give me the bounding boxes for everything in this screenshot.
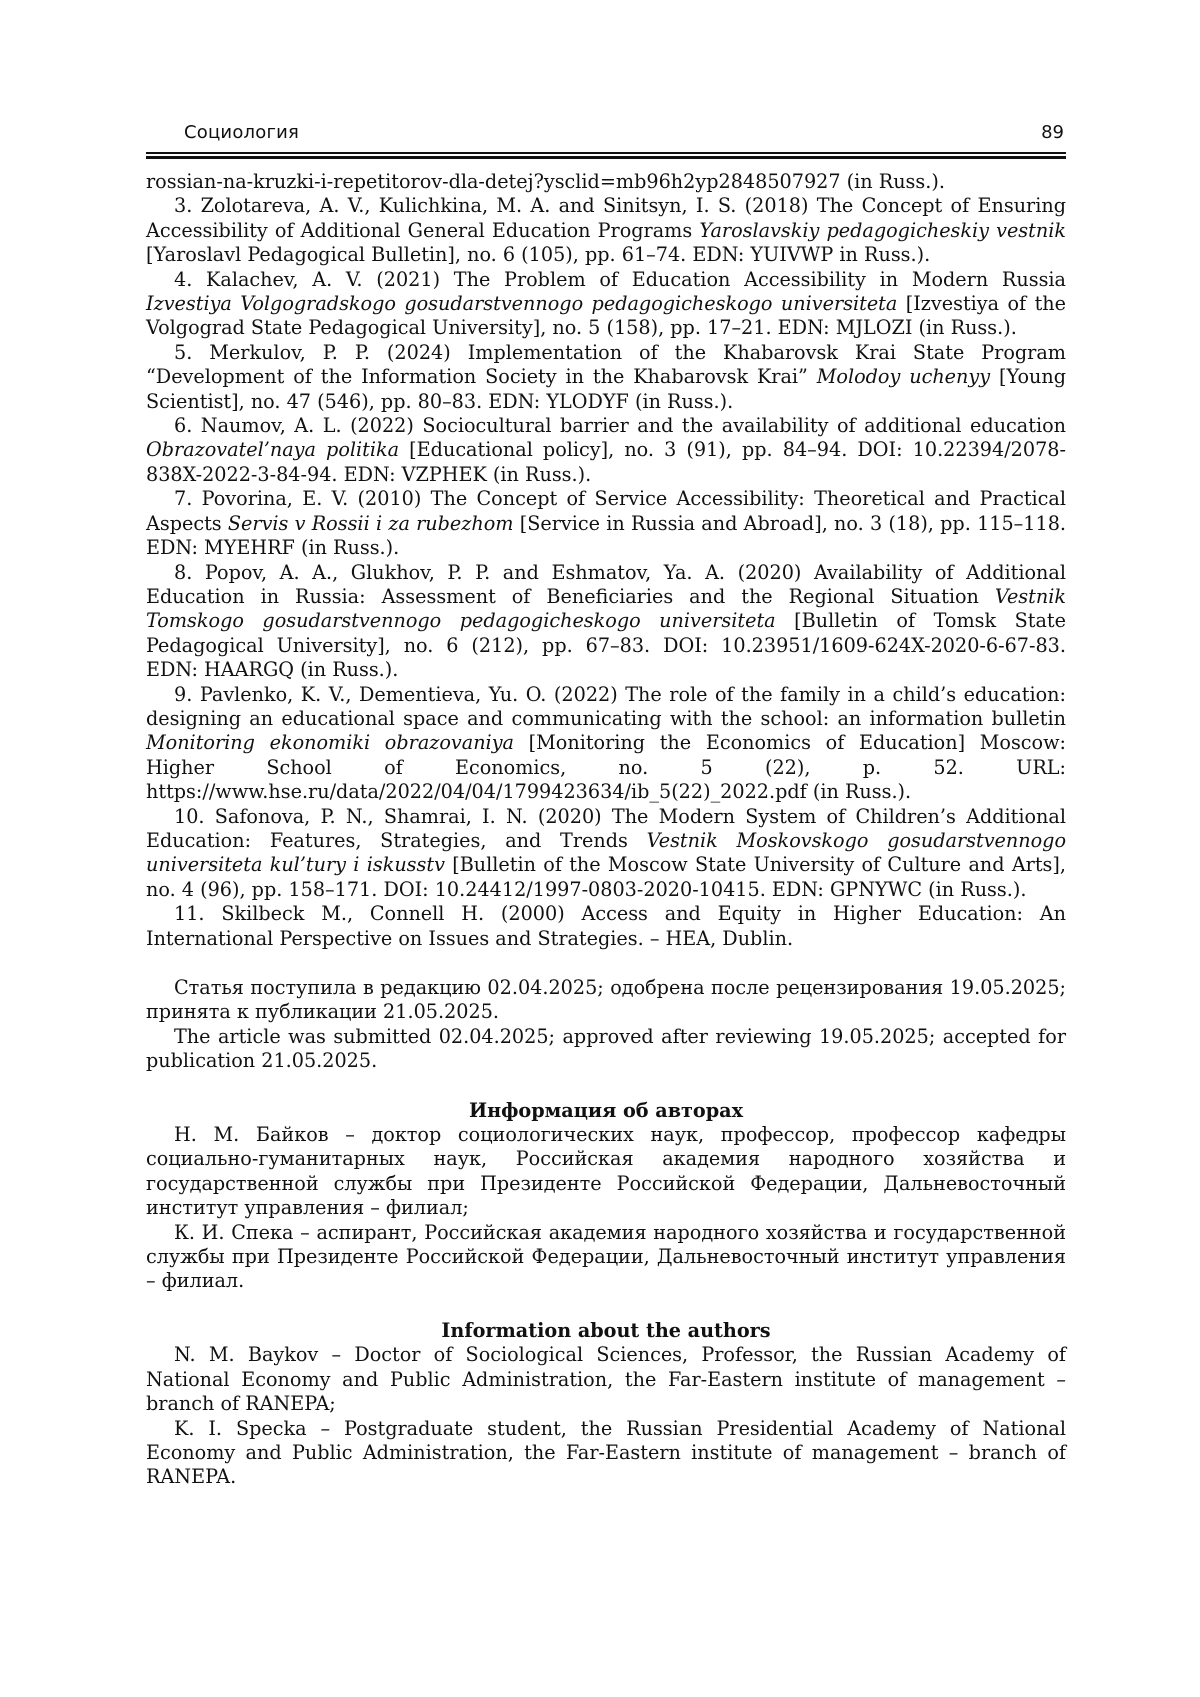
reference-item: 6. Naumov, A. L. (2022) Sociocultural barrier and the availability of additional education Obrazovatel’naya politika [Educational policy], no. 3 (91), pp. 84–94. DOI: 10.22394/2078-838X-2022-3-84-94. EDN: VZPHEK (in Russ.). [146,414,1066,486]
author-info-en: K. I. Specka – Postgraduate student, the Russian Presidential Academy of National Economy and Public Administration, the Far-Eastern institute of management – branch of RANEPA. [146,1416,1066,1489]
reference-item: rossian-na-kruzki-i-repetitorov-dla-detej?ysclid=mb96h2yp2848507927 (in Russ.). [146,170,945,193]
page-number: 89 [1041,122,1064,143]
reference-item: 8. Popov, A. A., Glukhov, P. P. and Eshmatov, Ya. A. (2020) Availability of Additional Education in Russia: Assessment of Beneficiaries and the Regional Situation Vestnik Tomskogo gosudarstvennogo pedagogicheskogo universiteta [Bulletin of Tomsk State Pedagogical University], no. 6 (212), pp. 67–83. DOI: 10.23951/1609-624X-2020-6-67-83. EDN: HAARGQ (in Russ.). [146,560,1066,682]
header-rule-thin [146,152,1066,154]
reference-item: 11. Skilbeck M., Connell H. (2000) Access and Equity in Higher Education: An International Perspective on Issues and Strategies. – HEA, Dublin. [146,902,1066,950]
reference-item: 10. Safonova, P. N., Shamrai, I. N. (2020) The Modern System of Children’s Additional Education: Features, Strategies, and Trends Vestnik Moskovskogo gosudarstvennogo universiteta kul’tury i iskusstv [Bulletin of the Moscow State University of Culture and Arts], no. 4 (96), pp. 158–171. DOI: 10.24412/1997-0803-2020-10415. EDN: GPNYWC (in Russ.). [146,804,1066,901]
reference-item: 7. Povorina, E. V. (2010) The Concept of Service Accessibility: Theoretical and Practical Aspects Servis v Rossii i za rubezhom [Service in Russia and Abroad], no. 3 (18), pp. 115–118. EDN: MYEHRF (in Russ.). [146,487,1067,560]
author-info-ru: Н. М. Байков – доктор социологических наук, профессор, профессор кафедры социально-гуманитарных наук, Российская академия народного хозяйства и государственной службы при Президенте Российской Федерации, Дальневосточный институт управления – филиал; [146,1123,1066,1220]
page-body [146,170,1066,1490]
submission-dates-ru: Статья поступила в редакцию 02.04.2025; одобрена после рецензирования 19.05.2025; принята к публикации 21.05.2025. [146,976,1066,1024]
header-rule-thick [146,156,1066,159]
author-info-ru: К. И. Спека – аспирант, Российская академия народного хозяйства и государственной службы при Президенте Российской Федерации, Дальневосточный институт управления – филиал. [146,1220,1066,1293]
reference-item: 4. Kalachev, A. V. (2021) The Problem of Education Accessibility in Modern Russia Izvestiya Volgogradskogo gosudarstvennogo pedagogicheskogo universiteta [Izvestiya of the Volgograd State Pedagogical University], no. 5 (158), pp. 17–21. EDN: MJLOZI (in Russ.). [146,267,1067,340]
reference-item: 3. Zolotareva, A. V., Kulichkina, M. A. and Sinitsyn, I. S. (2018) The Concept of Ensuring Accessibility of Additional General Education Programs Yaroslavskiy pedagogicheskiy vestnik [Yaroslavl Pedagogical Bulletin], no. 6 (105), pp. 61–74. EDN: YUIVWP in Russ.). [146,194,1066,267]
section-title: Социология [184,122,300,143]
authors-heading-ru: Информация об авторах [468,1098,744,1122]
author-info-en: N. M. Baykov – Doctor of Sociological Sciences, Professor, the Russian Academy of National Economy and Public Administration, the Far-Eastern institute of management – branch of RANEPA; [146,1343,1066,1416]
reference-item: 9. Pavlenko, K. V., Dementieva, Yu. O. (2022) The role of the family in a child’s education: designing an educational space and communicating with the school: an information bulletin Monitoring ekonomiki obrazovaniya [Monitoring the Economics of Education] Moscow: Higher School of Economics, no. 5 (22), p. 52. URL: https://www.hse.ru/data/2022/04/04/1799423634/ib_5(22)_2022.pdf (in Russ.). [146,682,1066,804]
submission-dates-en: The article was submitted 02.04.2025; approved after reviewing 19.05.2025; accepted for publication 21.05.2025. [146,1024,1066,1073]
authors-heading-en: Information about the authors [441,1318,771,1342]
reference-item: 5. Merkulov, P. P. (2024) Implementation of the Khabarovsk Krai State Program “Development of the Information Society in the Khabarovsk Krai” Molodoy uchenyy [Young Scientist], no. 47 (546), pp. 80–83. EDN: YLODYF (in Russ.). [146,340,1067,413]
references-list [146,170,1066,951]
running-header [146,118,1066,156]
